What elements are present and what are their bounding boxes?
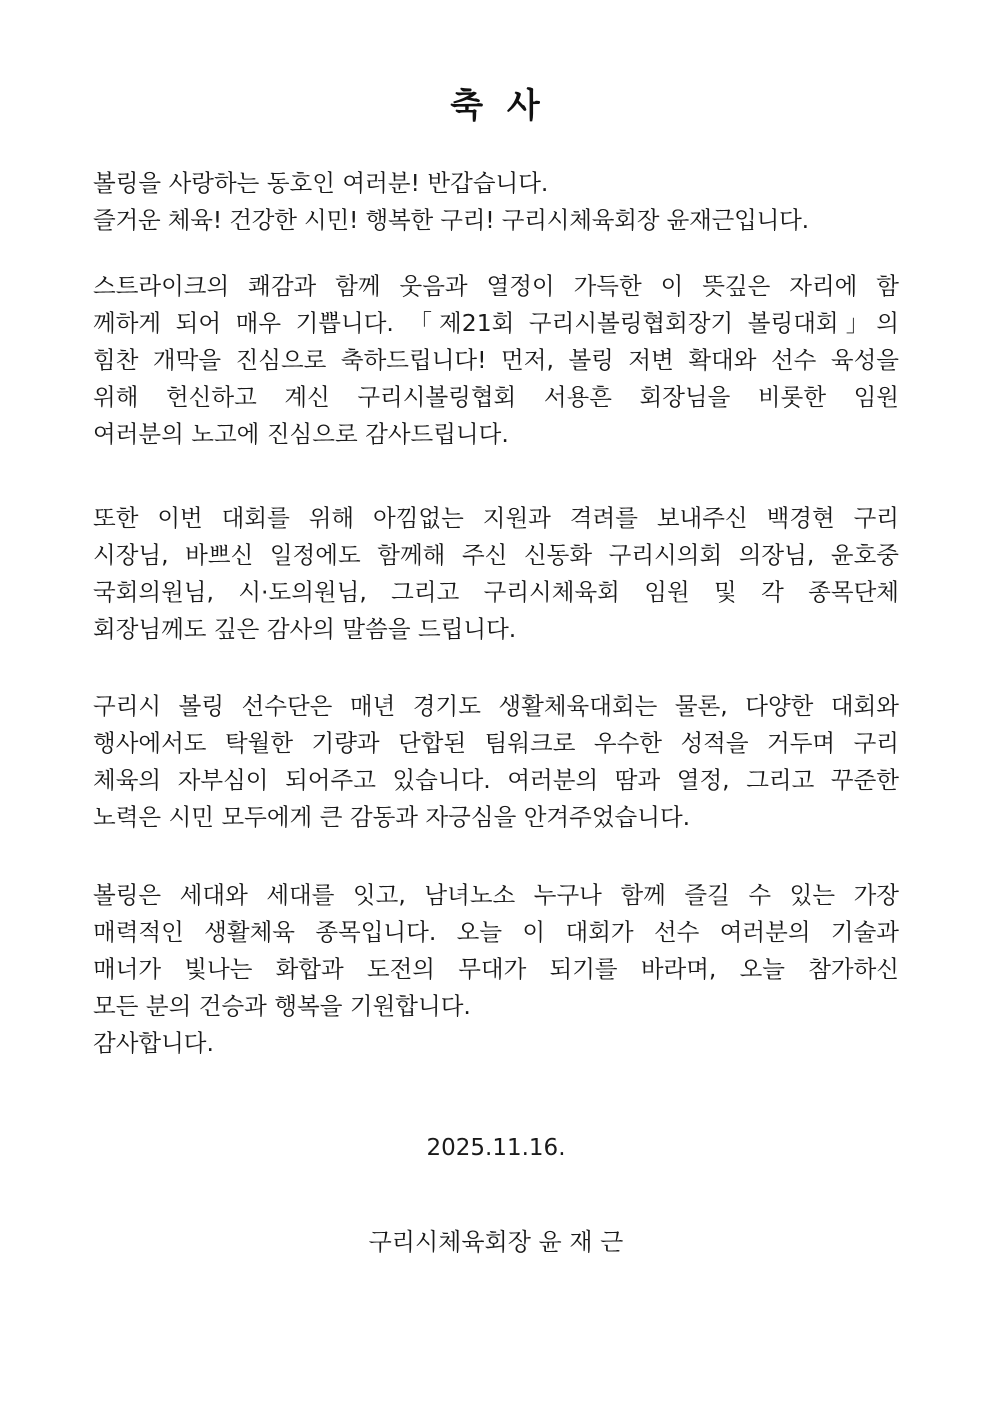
text-line: 감사합니다. (93, 1029, 214, 1057)
text-line: 구리시 볼링 선수단은 매년 경기도 생활체육대회는 물론, 다양한 대회와 (93, 692, 899, 720)
text-line: 모든 분의 건승과 행복을 기원합니다. (93, 992, 471, 1020)
signature: 구리시체육회장 윤 재 근 (368, 1228, 624, 1256)
text-line: 행사에서도 탁월한 기량과 단합된 팀워크로 우수한 성적을 거두며 구리 (93, 729, 899, 757)
text-line: 매력적인 생활체육 종목입니다. 오늘 이 대회가 선수 여러분의 기술과 (93, 918, 899, 946)
text-line: 스트라이크의 쾌감과 함께 웃음과 열정이 가득한 이 뜻깊은 자리에 함 (93, 272, 899, 300)
document-date: 2025.11.16. (426, 1135, 566, 1161)
text-line: 볼링을 사랑하는 동호인 여러분! 반갑습니다. (93, 169, 549, 197)
paragraph-opening (93, 268, 899, 453)
text-line: 체육의 자부심이 되어주고 있습니다. 여러분의 땀과 열정, 그리고 꾸준한 (93, 766, 899, 794)
text-line: 힘찬 개막을 진심으로 축하드립니다! 먼저, 볼링 저변 확대와 선수 육성을 (93, 346, 899, 374)
paragraph-team (93, 688, 899, 836)
text-line: 여러분의 노고에 진심으로 감사드립니다. (93, 420, 509, 448)
text-line: 또한 이번 대회를 위해 아낌없는 지원과 격려를 보내주신 백경현 구리 (93, 504, 899, 532)
paragraph-greeting (93, 165, 899, 239)
text-line: 국회의원님, 시·도의원님, 그리고 구리시체육회 임원 및 각 종목단체 (93, 578, 899, 606)
text-line: 즐거운 체육! 건강한 시민! 행복한 구리! 구리시체육회장 윤재근입니다. (93, 206, 809, 234)
text-line: 시장님, 바쁘신 일정에도 함께해 주신 신동화 구리시의회 의장님, 윤호중 (93, 541, 899, 569)
paragraph-closing (93, 877, 899, 1062)
text-line: 회장님께도 깊은 감사의 말씀을 드립니다. (93, 615, 517, 643)
text-line: 노력은 시민 모두에게 큰 감동과 자긍심을 안겨주었습니다. (93, 803, 691, 831)
text-line: 볼링은 세대와 세대를 잇고, 남녀노소 누구나 함께 즐길 수 있는 가장 (93, 881, 899, 909)
text-line: 께하게 되어 매우 기쁩니다. 「제21회 구리시볼링협회장기 볼링대회」의 (93, 309, 899, 337)
text-line: 위해 헌신하고 계신 구리시볼링협회 서용흔 회장님을 비롯한 임원 (93, 383, 899, 411)
text-line: 매너가 빛나는 화합과 도전의 무대가 되기를 바라며, 오늘 참가하신 (93, 955, 899, 983)
paragraph-thanks (93, 500, 899, 648)
document-title: 축 사 (450, 86, 542, 126)
